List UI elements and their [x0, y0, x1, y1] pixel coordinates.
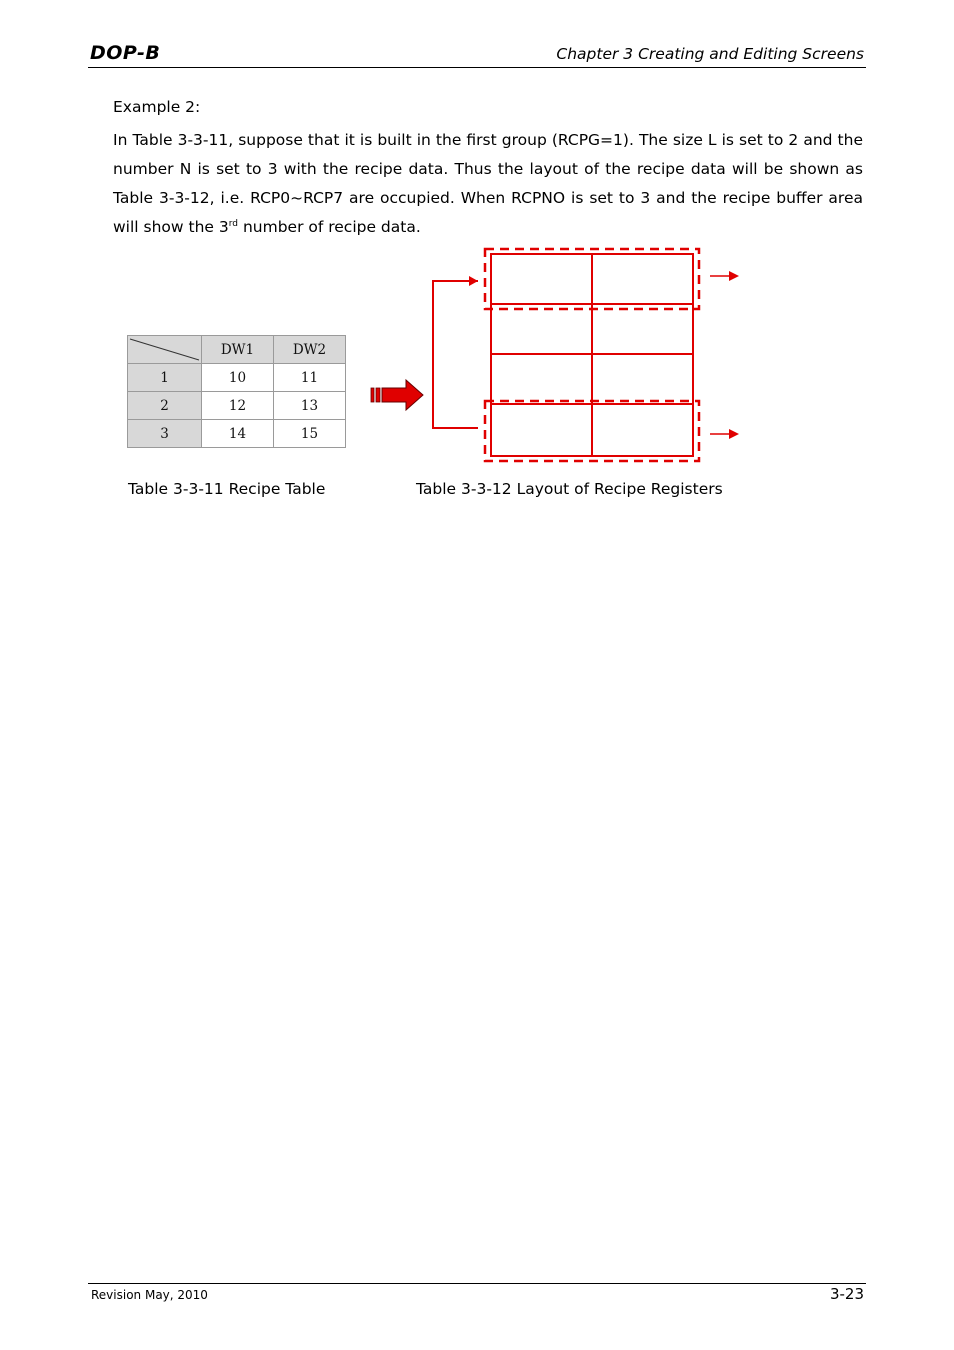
block-arrow-icon — [368, 378, 426, 412]
footer-divider — [88, 1283, 866, 1284]
table-cell: 11 — [274, 364, 346, 392]
body-text: In Table 3-3-11, suppose that it is built in the first group (RCPG=1). The size L is set to 2 and the number N is set to 3 with the recipe data. Thus the layout of the recipe data will be shown as Table 3-3-12, i.e. RCP0~RCP7 are occupied. When RCPNO is set to 3 and the recipe buffer area will show the 3 — [113, 131, 863, 236]
register-grid — [491, 254, 693, 456]
table-row — [128, 420, 346, 448]
body-paragraph — [113, 126, 863, 242]
arrow-right-icon — [729, 271, 739, 281]
row-header: 1 — [128, 364, 202, 392]
diagonal-line — [128, 336, 201, 363]
caption-register-layout: Table 3-3-12 Layout of Recipe Registers — [416, 480, 723, 498]
example-label: Example 2: — [113, 98, 201, 116]
register-layout-diagram — [428, 246, 748, 466]
recipe-table — [127, 335, 346, 448]
table-cell: 10 — [202, 364, 274, 392]
table-corner-cell — [128, 336, 202, 364]
table-cell: 14 — [202, 420, 274, 448]
table-row — [128, 364, 346, 392]
table-cell: 13 — [274, 392, 346, 420]
column-header: DW1 — [202, 336, 274, 364]
row-header: 3 — [128, 420, 202, 448]
caption-recipe-table: Table 3-3-11 Recipe Table — [128, 480, 326, 498]
table-cell: 12 — [202, 392, 274, 420]
connector-bracket — [433, 281, 478, 428]
ordinal-suffix: rd — [228, 218, 239, 229]
header-divider — [88, 67, 866, 68]
table-row — [128, 392, 346, 420]
brand-logo: DOP-B — [90, 42, 161, 64]
table-cell: 15 — [274, 420, 346, 448]
page-number: 3-23 — [829, 1285, 864, 1303]
arrow-right-icon — [729, 429, 739, 439]
column-header: DW2 — [274, 336, 346, 364]
revision-note: Revision May, 2010 — [91, 1288, 208, 1302]
body-text-tail: number of recipe data. — [238, 218, 421, 236]
row-header: 2 — [128, 392, 202, 420]
chapter-title: Chapter 3 Creating and Editing Screens — [556, 45, 864, 63]
bracket-arrowhead — [469, 276, 478, 286]
